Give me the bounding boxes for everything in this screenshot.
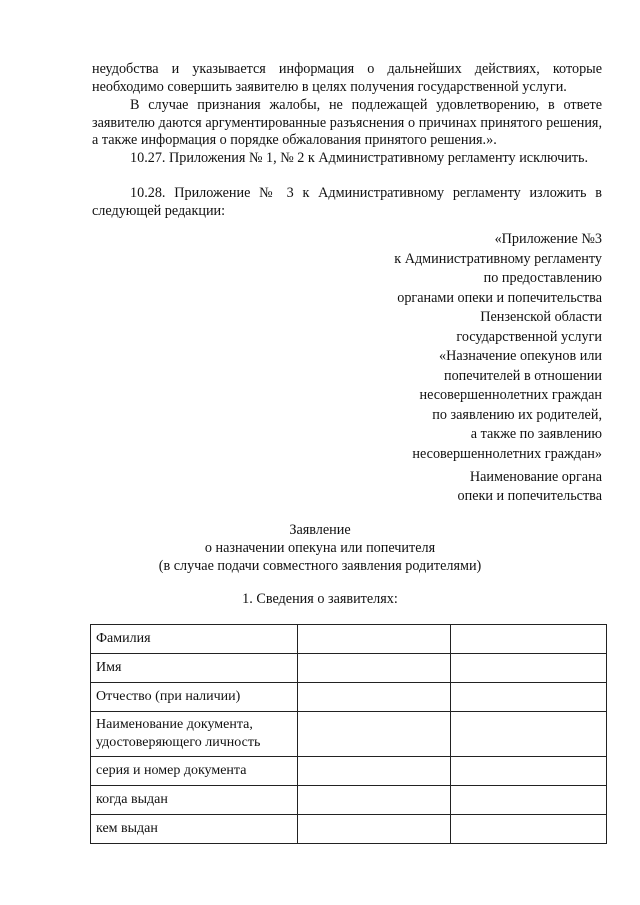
- section-heading: 1. Сведения о заявителях:: [242, 591, 398, 607]
- applicant-1-cell[interactable]: [298, 683, 451, 712]
- applicant-2-cell[interactable]: [451, 786, 607, 815]
- appendix-line: Пензенской области: [480, 309, 602, 325]
- row-label: Наименование документа, удостоверяющего личность: [91, 712, 298, 757]
- paragraph-item-10-27: 10.27. Приложения № 1, № 2 к Административному регламенту исключить.: [130, 150, 589, 166]
- organ-line: Наименование органа: [469, 469, 602, 485]
- title-line: о назначении опекуна или попечителя: [204, 540, 436, 556]
- applicant-1-cell[interactable]: [298, 654, 451, 683]
- table-row: [91, 712, 607, 757]
- appendix-line: органами опеки и попечительства: [397, 289, 602, 306]
- table-row: [91, 786, 607, 815]
- appendix-line: к Административному регламенту: [394, 250, 602, 267]
- row-label: кем выдан: [91, 815, 298, 844]
- guardianship-organ-name: [458, 468, 602, 506]
- paragraph-complaint-rejection: В случае признания жалобы, не подлежащей удовлетворению, в ответе заявителю даются аргументированные разъяснения о причинах принятого решения, а также информация о порядке обжалования принятого решения.».: [92, 97, 602, 148]
- applicant-2-cell[interactable]: [451, 712, 607, 757]
- appendix-line: попечителей в отношении: [443, 367, 602, 384]
- paragraph-complaint-info: неудобства и указывается информация о дальнейших действиях, которые необходимо совершить заявителю в целях получения государственной услуги.: [92, 61, 602, 95]
- title-line: Заявление: [289, 522, 351, 538]
- paragraph-item-10-28: 10.28. Приложение № 3 к Административному регламенту изложить в следующей редакции:: [92, 185, 602, 219]
- appendix-line: несовершеннолетних граждан»: [412, 445, 602, 462]
- appendix-line: а также по заявлению: [470, 426, 602, 442]
- appendix-header: [394, 230, 602, 464]
- applicants-table: [90, 624, 607, 844]
- table-row: [91, 757, 607, 786]
- table-row: [91, 683, 607, 712]
- applicant-1-cell[interactable]: [298, 712, 451, 757]
- application-title: [0, 521, 640, 575]
- table-row: [91, 815, 607, 844]
- applicant-2-cell[interactable]: [451, 757, 607, 786]
- applicant-1-cell[interactable]: [298, 757, 451, 786]
- row-label: когда выдан: [91, 786, 298, 815]
- table-row: [91, 625, 607, 654]
- appendix-line: государственной услуги: [456, 328, 602, 345]
- applicant-2-cell[interactable]: [451, 625, 607, 654]
- appendix-line: «Приложение №3: [494, 231, 602, 247]
- appendix-line: по предоставлению: [483, 270, 602, 286]
- row-label: серия и номер документа: [91, 757, 298, 786]
- organ-line: опеки и попечительства: [457, 488, 602, 504]
- applicant-1-cell[interactable]: [298, 786, 451, 815]
- title-line: (в случае подачи совместного заявления родителями): [158, 558, 482, 574]
- applicant-2-cell[interactable]: [451, 683, 607, 712]
- applicant-1-cell[interactable]: [298, 625, 451, 654]
- row-label: Имя: [91, 654, 298, 683]
- applicant-2-cell[interactable]: [451, 654, 607, 683]
- row-label: Фамилия: [91, 625, 298, 654]
- appendix-line: несовершеннолетних граждан: [419, 387, 602, 403]
- applicant-1-cell[interactable]: [298, 815, 451, 844]
- row-label: Отчество (при наличии): [91, 683, 298, 712]
- applicant-2-cell[interactable]: [451, 815, 607, 844]
- appendix-line: по заявлению их родителей,: [432, 406, 602, 423]
- appendix-line: «Назначение опекунов или: [439, 348, 602, 364]
- table-row: [91, 654, 607, 683]
